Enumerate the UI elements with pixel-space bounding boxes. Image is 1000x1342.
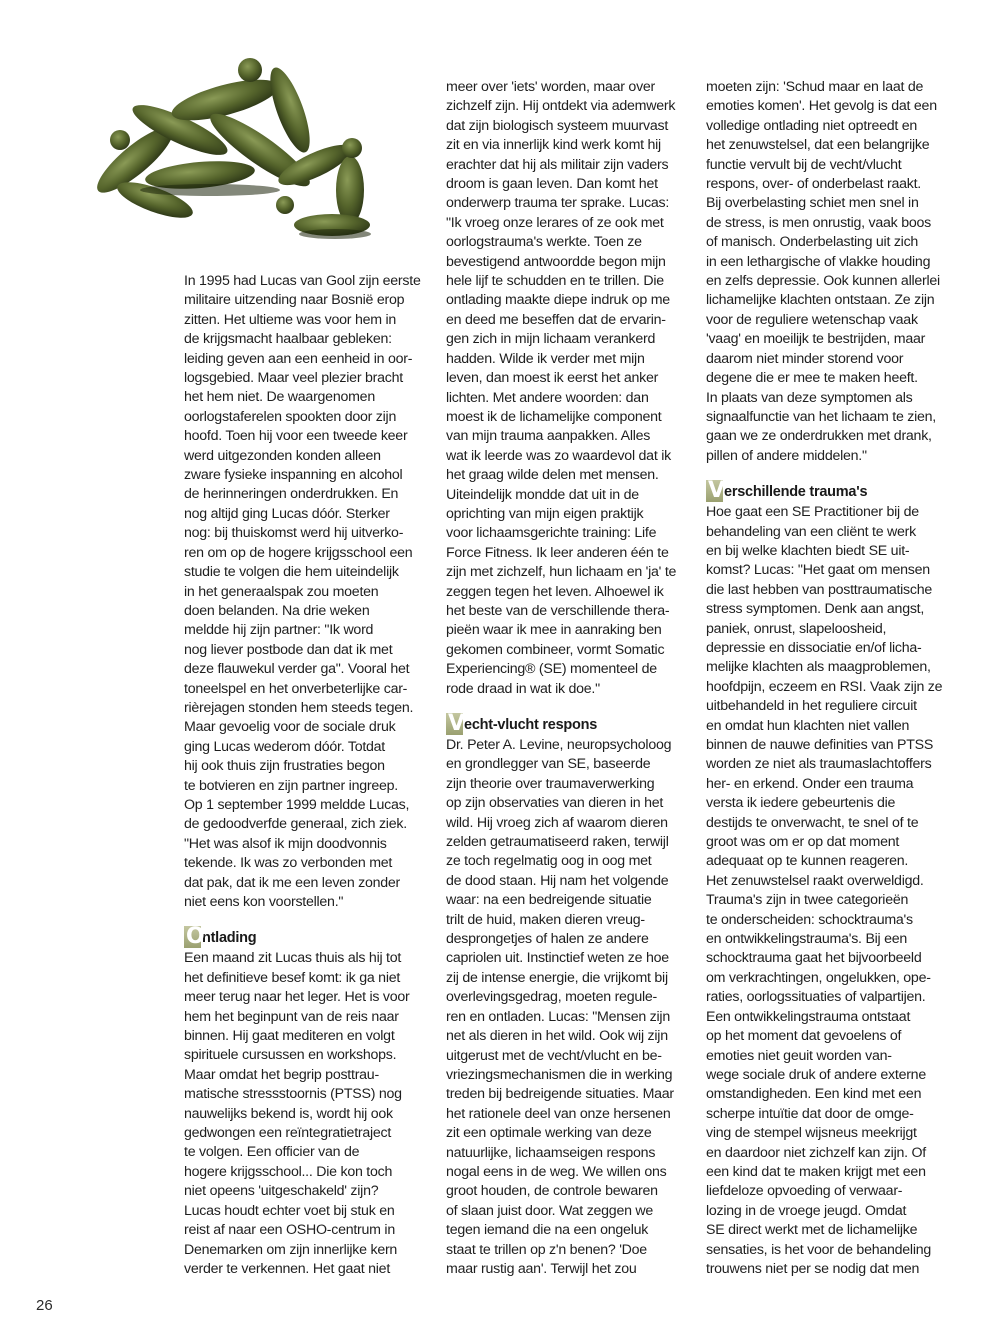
paragraph: In 1995 had Lucas van Gool zijn eerste militaire uitzending naar Bosnië erop zitten. Het ultieme was voor hem in de krijgsmacht haalbaar gebleken: leiding geven aan een eenheid in oor- logsgebied. Maar veel plezier bracht het hem niet. De waargenomen oorlogstaferelen spookten door zijn hoofd. Toen hij voor een tweede keer werd uitgezonden konden alleen zware fysieke inspanning en alcohol de herinneringen onderdrukken. En nog altijd ging Lucas dóór. Sterker nog: bij thuiskomst werd hij uitverko- ren om op de hogere krijgsschool een studie te volgen die hem uiteindelijk in het generaalspak zou moeten doen belanden. Na drie weken meldde hij zijn partner: "Ik word nog liever postbode dan dat ik met deze flauwekul verder ga". Vooral het toneelspel en het onverbeterlijke car- rièrejagen stonden hem steeds tegen. Maar gevoelig voor de sociale druk ging Lucas wederom dóór. Totdat hij ook thuis zijn frustraties begon te botvieren en zijn partner ingreep. Op 1 september 1999 meldde Lucas, de gedoodverfde generaal, zich ziek. "Het was alsof ik mijn doodvonnis tekende. Ik was zo verbonden met dat pak, dat ik me een leven zonder niet eens kon voorstellen." <box>184 273 421 910</box>
drop-cap: O <box>186 924 205 950</box>
drop-cap: V <box>708 478 725 504</box>
toy-soldiers-photo <box>60 40 405 255</box>
heading-text: erschillende trauma's <box>724 484 868 501</box>
section-heading-verschillende-traumas <box>706 480 951 502</box>
paragraph: Dr. Peter A. Levine, neuropsycholoog en grondlegger van SE, baseerde zijn theorie over traumaverwerking op zijn observaties van dieren in het wild. Hij vroeg zich af waarom dieren zelden getraumatiseerd raken, terwijl ze toch regelmatig oog in oog met de dood staan. Hij nam het volgende waar: na een bedreigende situatie trilt de huid, maken dieren vreug- desprongetjes of halen ze andere capriolen uit. Instinctief weten ze hoe zij de intense energie, die vrijkomt bij overlevingsgedrag, moeten regule- ren en ontladen. Lucas: "Mensen zijn net als dieren in het wild. Ook wij zijn uitgerust met de vecht/vlucht en be- vriezingsmechanismen die in werking treden bij bedreigende situaties. Maar het rationele deel van onze hersenen zit een optimale werking van deze natuurlijke, lichaamseigen respons nogal eens in de weg. We willen ons groot houden, de controle bewaren of slaan juist door. Wat zeggen we tegen iemand die na een ongeluk staat te trillen op z'n benen? 'Doe maar rustig aan'. Terwijl het zou <box>446 737 674 1277</box>
section-heading-ontlading <box>184 926 424 948</box>
paragraph: meer over 'iets' worden, maar over zichzelf zijn. Hij ontdekt via ademwerk dat zijn biologisch systeem muurvast zit en via innerlijk kind werk komt hij erachter dat hij als militair zijn vaders droom is gaan leven. Dan komt het onderwerp trauma ter sprake. Lucas: "Ik vroeg onze lerares of ze ook met oorlogstrauma's werkte. Toen ze bevestigend antwoordde begon mijn hele lijf te schudden en te trillen. Die ontlading maakte diepe indruk op me en deed me beseffen dat de ervarin- gen zich in mijn lichaam verankerd hadden. Wilde ik verder met mijn leven, dan moest ik eerst het anker lichten. Met andere woorden: dan moest ik de lichamelijke component van mijn trauma aanpakken. Alles wat ik leerde was zo waardevol dat ik het graag wilde delen met mensen. Uiteindelijk mondde dat uit in de oprichting van mijn eigen praktijk voor lichaamsgerichte training: Life Force Fitness. Ik leer anderen één te zijn met zichzelf, hun lichaam en 'ja' te zeggen tegen het leven. Alhoewel ik het beste van de verschillende thera- pieën waar ik mee in aanraking ben gekomen combineer, vormt Somatic Experiencing® (SE) momenteel de rode draad in wat ik doe." <box>446 79 677 697</box>
column-3 <box>706 78 951 1279</box>
heading-text: ntlading <box>202 930 257 947</box>
paragraph: moeten zijn: 'Schud maar en laat de emoties komen'. Het gevolg is dat een volledige ontlading niet optreedt en het zenuwstelsel, dat een belangrijke functie vervult bij de vecht/vlucht respons, over- of onderbelast raakt. Bij overbelasting schiet men snel in de stress, is men onrustig, vaak boos of manisch. Onderbelasting uit zich in een lethargische of vlakke houding en zelfs depressie. Ook kunnen allerlei lichamelijke klachten ontstaan. Ze zijn voor de reguliere wetenschap vaak 'vaag' en moeilijk te bestrijden, maar daarom niet minder storend voor degene die er mee te maken heeft. In plaats van deze symptomen als signaalfunctie van het lichaam te zien, gaan we ze onderdrukken met drank, pillen of andere middelen." <box>706 79 940 464</box>
section-heading-vecht-vlucht-respons <box>446 713 694 735</box>
drop-cap: V <box>448 711 465 736</box>
paragraph: Hoe gaat een SE Practitioner bij de behandeling van een cliënt te werk en bij welke klachten biedt SE uit- komst? Lucas: "Het gaat om mensen die last hebben van posttraumatische stress symptomen. Denk aan angst, paniek, onrust, slapeloosheid, depressie en dissociatie en/of licha- melijke klachten als maagproblemen, hoofdpijn, eczeem en RSI. Vaak zijn ze uitbehandeld in het reguliere circuit en omdat hun klachten niet vallen binnen de nauwe definities van PTSS worden ze niet als traumaslachtoffers her- en erkend. Onder een trauma versta ik iedere gebeurtenis die destijds te onverwacht, te snel of te groot was om er op dat moment adequaat op te kunnen reageren. Het zenuwstelsel raakt overweldigd. Trauma's zijn in twee categorieën te onderscheiden: schocktrauma's en ontwikkelingstrauma's. Bij een schocktrauma gaat het bijvoorbeeld om verkrachtingen, ongelukken, ope- raties, oorlogssituaties of valpartijen. Een ontwikkelingstrauma ontstaat op het moment dat gevoelens of emoties niet geuit worden van- wege sociale druk of andere externe omstandigheden. Een kind met een scherpe intuïtie dat door de omge- ving de stempel wijsneus meekrijgt en daardoor niet zichzelf kan zijn. Of een kind dat te maken krijgt met een liefdeloze opvoeding of verwaar- lozing in de vroege jeugd. Omdat SE direct werkt met de lichamelijke sensaties, is het voor de behandeling trouwens niet per se nodig dat men <box>706 504 943 1277</box>
column-1 <box>184 272 424 1279</box>
page-number: 26 <box>36 1297 53 1314</box>
paragraph: Een maand zit Lucas thuis als hij tot het definitieve besef komt: ik ga niet meer terug naar het leger. Het is voor hem het beginpunt van de reis naar binnen. Hij gaat mediteren en volgt spirituele cursussen en workshops. Maar omdat het begrip posttrau- matische stressstoornis (PTSS) nog nauwelijks bekend is, wordt hij ook gedwongen een reïntegratietraject te volgen. Een officier van de hogere krijgsschool... Die kon toch niet opeens 'uitgeschakeld' zijn? Lucas houdt echter voet bij stuk en reist af naar een OSHO-centrum in Denemarken om zijn innerlijke kern verder te verkennen. Het gaat niet <box>184 950 410 1277</box>
column-2 <box>446 78 694 1279</box>
heading-text: echt-vlucht respons <box>464 717 598 733</box>
